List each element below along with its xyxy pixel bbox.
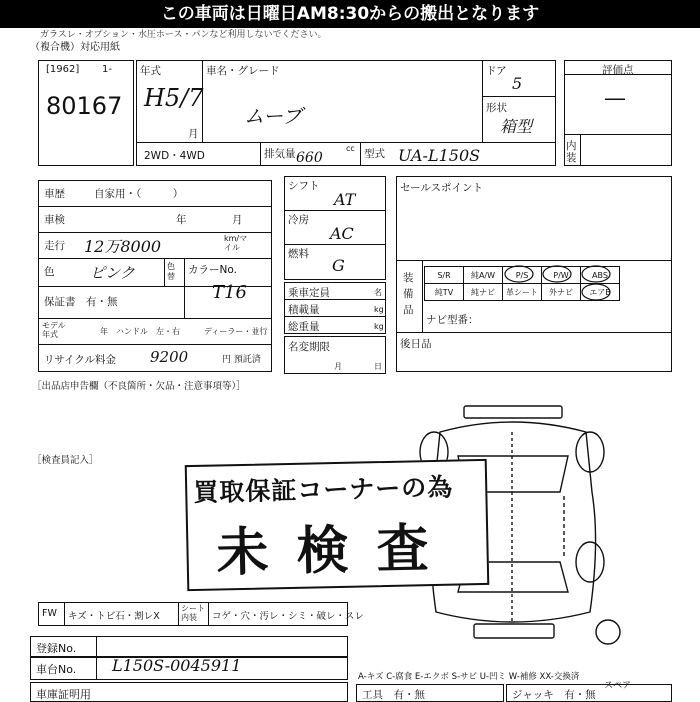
ac-label: 冷房 <box>288 214 309 226</box>
name-label: 車名・グレード <box>206 65 280 77</box>
displacement-label: 排気量 <box>264 148 296 160</box>
expiry-month: 月 <box>334 362 342 371</box>
equip-pw: P/W <box>542 267 581 284</box>
month-label: 月 <box>188 128 199 140</box>
shift-value: AT <box>334 190 356 209</box>
model-value: UA-L150S <box>398 146 481 165</box>
inspection-year: 年 <box>176 214 187 226</box>
shape-value: 箱型 <box>500 117 533 136</box>
warranty-label: 保証書 有・無 <box>44 296 118 308</box>
color-value: ピンク <box>90 264 135 282</box>
recycle-unit: 円 預託済 <box>222 355 261 365</box>
color-label: 色 <box>44 266 55 278</box>
recycle-value: 9200 <box>150 348 189 366</box>
seat-text: コゲ・穴・汚レ・シミ・破レ・スレ <box>212 611 365 622</box>
handle-label: ハンドル 左・右 <box>116 327 180 336</box>
lot-number: 80167 <box>46 92 123 120</box>
model-label: 型式 <box>364 148 385 160</box>
equip-ps: P/S <box>503 267 542 284</box>
equip-awheel: 純A/W <box>464 267 503 284</box>
lot-mark: 1- <box>102 64 112 75</box>
seller-label: ［出品店申告欄（不良箇所・欠品・注意事項等）］ <box>32 381 246 392</box>
mileage-label: 走行 <box>44 240 65 252</box>
damage-legend: A-キズ C-腐食 E-エクボ S-サビ U-凹ミ W-補修 XX-交換済 <box>358 672 580 682</box>
equipment-label: 装備品 <box>403 272 414 316</box>
drive-label: 2WD・4WD <box>144 150 205 162</box>
door-value: 5 <box>512 74 523 93</box>
navi-label: ナビ型番： <box>426 314 479 326</box>
model-year-label: モデル年式 <box>42 321 66 339</box>
stamp-line2: 未検査 <box>215 518 458 584</box>
equip-ext-navi: 外ナビ <box>542 284 581 301</box>
equip-airbag: エアB <box>581 284 620 301</box>
displacement-unit: cc <box>346 144 355 153</box>
year-value: H5/7 <box>144 84 204 112</box>
model-year-unit: 年 <box>100 327 108 336</box>
seat-label: シート内装 <box>181 604 205 622</box>
expiry-label: 名変期限 <box>288 341 330 353</box>
equip-leather: 革シート <box>503 284 542 301</box>
dealer-label: ディーラー・並行 <box>204 327 268 336</box>
load-unit: kg <box>374 305 384 314</box>
weight-unit: kg <box>374 322 384 331</box>
inspection-stamp <box>185 459 490 591</box>
postscript-label: 後日品 <box>400 338 432 350</box>
capacity-unit: 名 <box>374 288 382 297</box>
ac-value: AC <box>330 224 354 243</box>
reg-box <box>30 636 348 658</box>
capacity-label: 乗車定員 <box>288 287 330 299</box>
rating-label: 評価点 <box>602 64 634 76</box>
tools-label: 工具 有・無 <box>362 689 425 701</box>
recycle-label: リサイクル料金 <box>44 354 117 366</box>
load-label: 積載量 <box>288 304 320 316</box>
chassis-value: L150S-0045911 <box>112 656 242 675</box>
door-label: ドア <box>486 65 507 77</box>
banner: この車両は日曜日AM8:30からの搬出となります <box>0 0 700 28</box>
spare-label: スペア <box>604 681 632 691</box>
cert-label: 車庫証明用 <box>36 688 91 701</box>
shape-label: 形状 <box>486 102 507 114</box>
equip-navi: 純ナビ <box>464 284 503 301</box>
machine-label: （複合機）対応用紙 <box>30 42 120 53</box>
fuel-label: 燃料 <box>288 248 309 260</box>
inspection-label: 車検 <box>44 214 65 226</box>
fw-label: FW <box>42 608 57 619</box>
expiry-day: 日 <box>374 362 382 371</box>
fuel-value: G <box>332 256 345 275</box>
shift-label: シフト <box>288 180 320 192</box>
history-options: 自家用・（ ） <box>94 188 184 200</box>
history-label: 車歴 <box>44 188 65 200</box>
sales-point-label: セールスポイント <box>400 182 484 194</box>
fw-text: キズ・トビ石・割レX <box>68 611 160 622</box>
equip-tv: 純TV <box>425 284 464 301</box>
mileage-value: 12万8000 <box>84 237 162 256</box>
reg-label: 登録No. <box>36 642 77 655</box>
equip-abs: ABS <box>581 267 620 284</box>
color-no-label: カラーNo. <box>188 264 237 276</box>
color-change-label: 色替 <box>167 262 175 281</box>
mileage-unit: km/マイル <box>224 234 248 252</box>
year-label: 年式 <box>140 65 161 77</box>
color-no-value: T16 <box>212 282 247 303</box>
weight-label: 総重量 <box>288 321 320 333</box>
interior-label: 内装 <box>566 140 577 164</box>
rating-value: — <box>604 86 626 111</box>
displacement-value: 660 <box>296 150 323 166</box>
inspector-label: ［検査員記入］ <box>32 455 99 466</box>
chassis-label: 車台No. <box>36 663 77 676</box>
header-notice: ガラスレ・オプション・水圧ホース・パンなど利用しないでください。 <box>40 30 327 40</box>
inspection-month: 月 <box>232 214 243 226</box>
equip-sr: S/R <box>425 267 464 284</box>
jack-label: ジャッキ 有・無 <box>512 689 596 701</box>
name-value: ムーブ <box>244 104 302 128</box>
lot-prefix: [1962] <box>46 64 80 75</box>
stamp-line1: 買取保証コーナーの為 <box>192 472 454 507</box>
equipment-circles <box>424 264 624 304</box>
